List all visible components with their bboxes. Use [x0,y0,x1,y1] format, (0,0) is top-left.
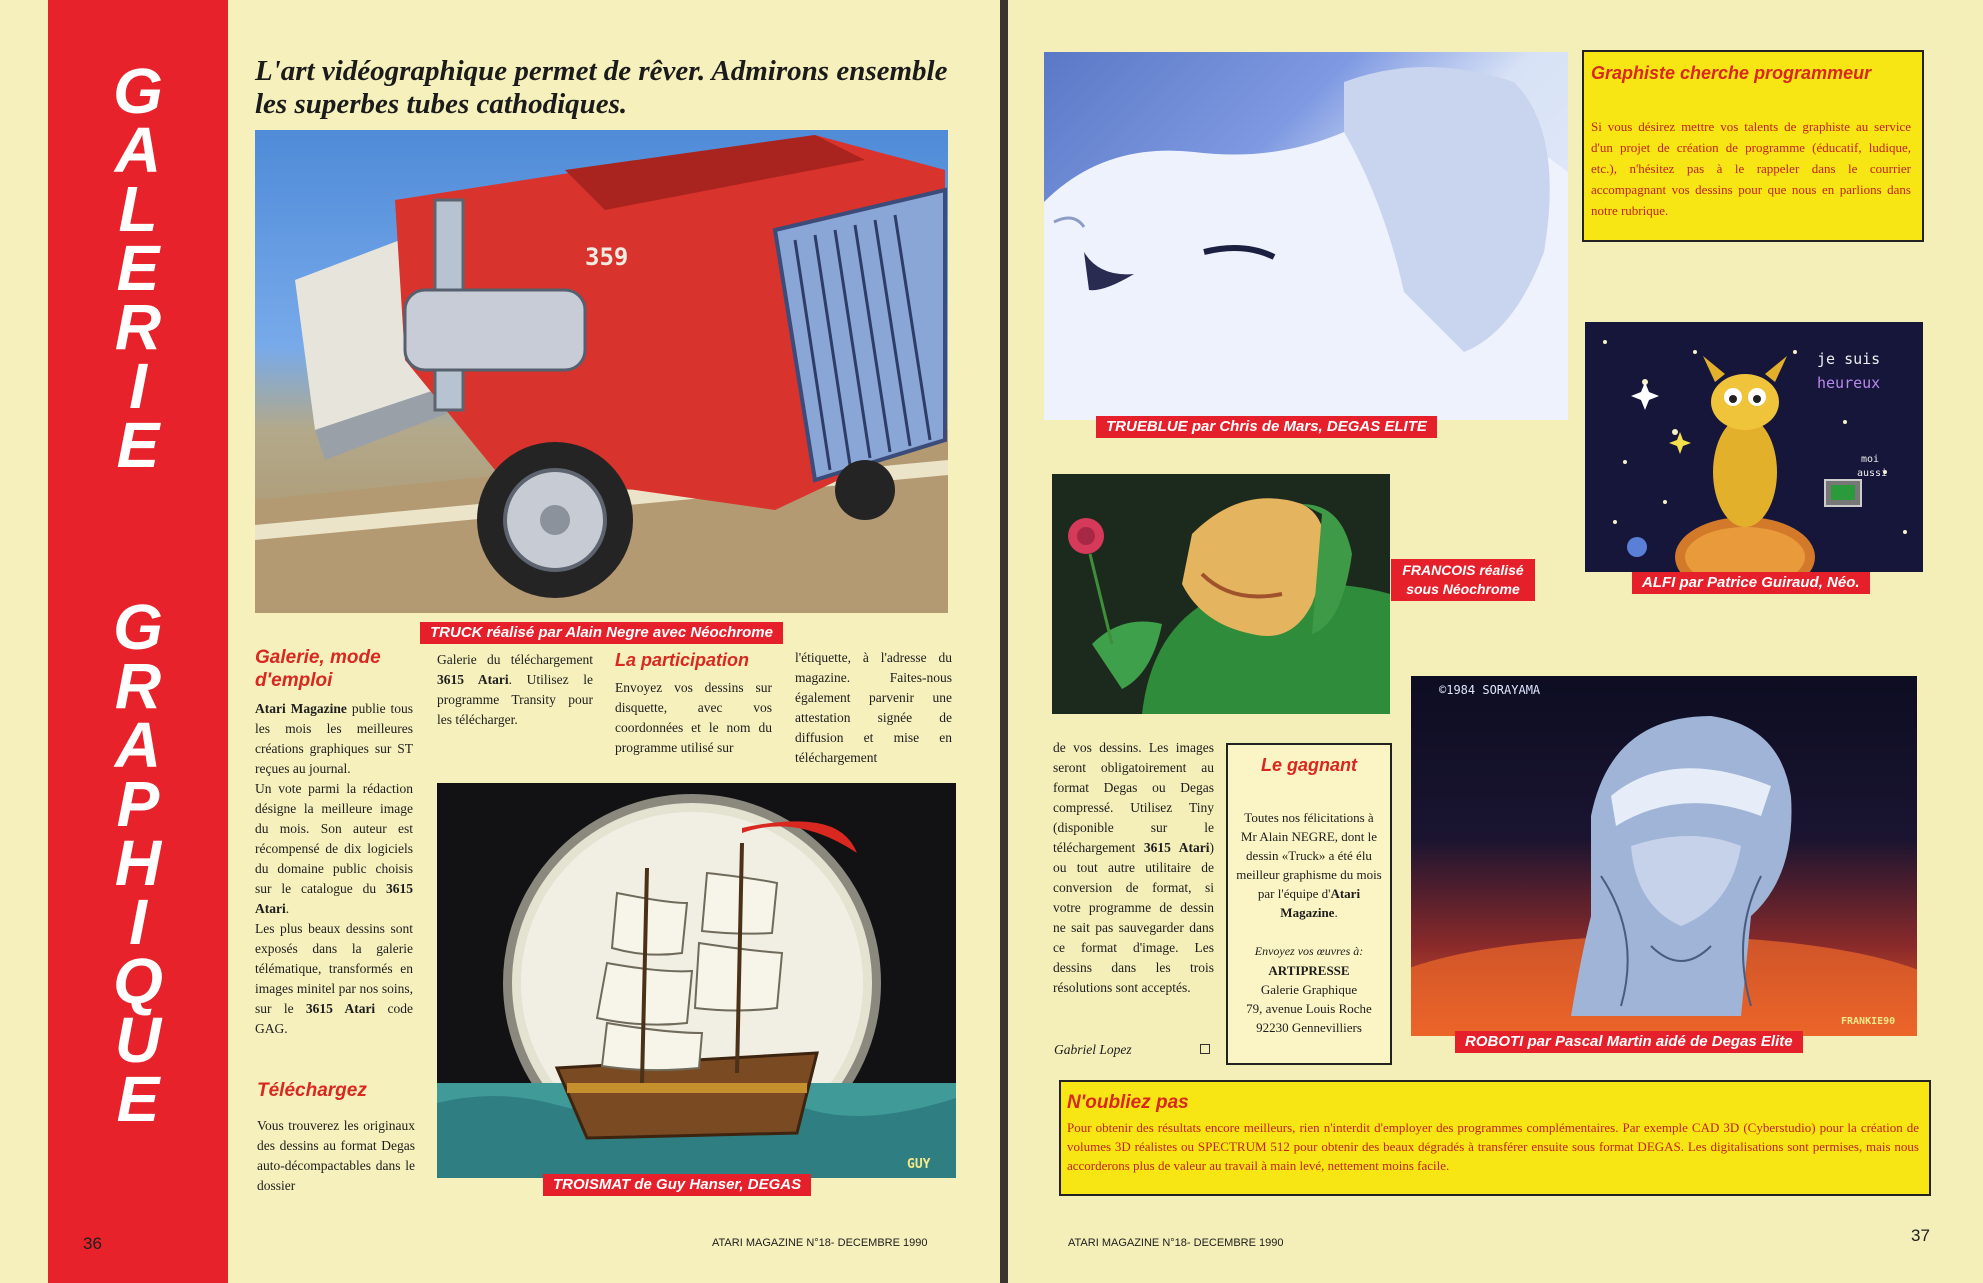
truck-illustration [255,130,948,613]
gagnant-text: Toutes nos félicitations à Mr Alain NEGRE, dont le dessin «Truck» a été élu meilleur graphisme du mois par l'équipe d' [1236,810,1382,901]
alfi-text-1: je suis [1817,350,1881,368]
download-body [437,650,593,730]
alfi-text-2: heureux [1817,374,1881,392]
oubliez-box [1059,1080,1931,1196]
download-text: . Utilisez le programme Transity pour les télécharger. [437,672,593,727]
roboti-artwork [1411,676,1917,1036]
portrait-illustration [1044,52,1568,420]
robot-copyright: ©1984 SORAYAMA [1439,683,1541,697]
title-letter: R [114,650,162,722]
roboti-caption: ROBOTI par Pascal Martin aidé de Degas Elite [1455,1031,1803,1053]
trueblue-caption: TRUEBLUE par Chris de Mars, DEGAS ELITE [1096,416,1437,438]
alfi-caption: ALFI par Patrice Guiraud, Néo. [1632,572,1870,594]
truck-caption: TRUCK réalisé par Alain Negre avec Néochrome [420,622,783,644]
formats-text: de vos dessins. Les images seront obligatoirement au format Degas ou Degas compressé. Utilisez Tiny (disponible sur le téléchargement [1053,740,1214,855]
title-letter: I [129,886,147,958]
title-letter: A [114,709,162,781]
alfi-illustration [1585,322,1923,572]
galerie-text-bold: 3615 Atari [305,1001,376,1016]
right-page [1008,0,1983,1283]
francois-caption: FRANCOIS réalisé sous Néochrome [1391,559,1535,601]
francois-artwork [1052,474,1390,714]
oubliez-body: Pour obtenir des résultats encore meilleurs, rien n'interdit d'employer des programmes complémentaires. Par exemple CAD 3D (Cyberstudio) pour la création de volumes 3D réalistes ou SPECTRUM 512 pour obtenir des beaux dégradés à transférer ensuite sous format DEGAS. Les digitalisations sont permises, mais nous accorderons plus de valeur au travail à main levé, nettement moins facile. [1067,1120,1919,1173]
galerie-text: publie tous les mois les meilleures créations graphiques sur ST reçues au journal. [255,701,413,776]
alfi-artwork [1585,322,1923,572]
title-letter: G [113,55,163,127]
robot-signature: FRANKIE90 [1841,1016,1896,1027]
francois-illustration [1052,474,1390,714]
envoyez-label: Envoyez vos œuvres à: [1254,944,1364,958]
address-line-1: ARTIPRESSE [1268,963,1350,978]
galerie-text-bold: 3615 Atari [255,881,413,916]
galerie-heading: Galerie, mode d'emploi [255,647,381,691]
truck-plate-text: 359 [585,243,629,271]
intro-headline: L'art vidéographique permet de rêver. Admirons ensemble les superbes tubes cathodiques. [255,55,948,120]
formats-text-bold: 3615 Atari [1143,840,1210,855]
title-letter: U [114,1004,162,1076]
title-letter: E [116,232,160,304]
truck-artwork [255,130,948,613]
title-letter: E [116,1063,160,1135]
graphiste-body: Si vous désirez mettre vos talents de graphiste au service d'un projet de création de programme (éducatif, ludique, etc.), n'hésitez pas à le rappeler dans le courrier accompagnant vos dessins pour que nous en parlions dans notre rubrique. [1591,119,1911,218]
address-line-3: 79, avenue Louis Roche [1246,1001,1372,1016]
gagnant-body [1235,808,1383,922]
download-text: Galerie du téléchargement [437,652,593,667]
page-footer: ATARI MAGAZINE N°18- DECEMBRE 1990 [712,1237,928,1249]
troismat-caption: TROISMAT de Guy Hanser, DEGAS [543,1174,811,1196]
alfi-text-3: moi [1861,454,1880,465]
download-text-bold: 3615 Atari [437,672,509,687]
title-letter: R [114,291,162,363]
author-name: Gabriel Lopez [1054,1042,1132,1057]
title-letter: P [116,768,160,840]
participation-heading: La participation [615,650,750,670]
title-letter: A [114,114,162,186]
participation-body: Envoyez vos dessins sur disquette, avec vos coordonnées et le nom du programme utilisé sur [615,680,772,755]
participation-continued: l'étiquette, à l'adresse du magazine. Faites-nous également parvenir une attestation signée de diffusion et mise en téléchargement [795,650,952,765]
galerie-text: Les plus beaux dessins sont exposés dans la galerie télématique, transformés en images minitel par nos soins, sur le [255,921,413,1016]
title-letter: G [113,591,163,663]
graphiste-box [1582,50,1924,242]
guy-signature: GUY [907,1157,931,1172]
oubliez-heading: N'oubliez pas [1067,1092,1189,1113]
galerie-body [255,699,413,1039]
title-letter: L [118,173,158,245]
telechargez-heading: Téléchargez [257,1080,367,1101]
page-number: 36 [83,1234,102,1253]
title-letter: H [114,827,162,899]
title-letter: I [129,350,147,422]
graphiste-heading: Graphiste cherche programmeur [1591,63,1872,83]
troismat-artwork [437,783,956,1178]
page-number: 37 [1911,1226,1930,1245]
title-letter: E [116,409,160,481]
end-mark-icon [1200,1044,1210,1054]
address-line-4: 92230 Gennevilliers [1256,1020,1362,1035]
ship-illustration [437,783,956,1178]
galerie-text-bold: Atari Magazine [255,701,347,716]
gagnant-heading: Le gagnant [1260,755,1357,775]
alfi-text-4: aussi [1857,468,1888,479]
gagnant-box [1226,743,1392,1065]
telechargez-body: Vous trouverez les originaux des dessins au format Degas auto-décompactables dans le dossier [257,1118,415,1193]
galerie-text: Un vote parmi la rédaction désigne la meilleure image du mois. Son auteur est récompensé de dix logiciels du domaine public choisis sur le catalogue du [255,781,413,896]
formats-body [1053,738,1214,998]
galerie-text: code GAG. [255,1001,413,1036]
gagnant-text-bold: Atari Magazine [1280,886,1361,920]
gagnant-text: . [1334,905,1338,920]
galerie-text: . [285,901,290,916]
page-footer: ATARI MAGAZINE N°18- DECEMBRE 1990 [1068,1237,1284,1249]
formats-text: ) ou tout autre utilitaire de conversion de format, si votre programme de dessin ne sait pas sauvegarder dans ce format d'image. Les dessins dans les trois résolutions sont acceptés. [1053,840,1214,995]
address-line-2: Galerie Graphique [1260,982,1358,997]
robot-illustration [1411,676,1917,1036]
title-letter: Q [113,945,163,1017]
trueblue-artwork [1044,52,1568,420]
